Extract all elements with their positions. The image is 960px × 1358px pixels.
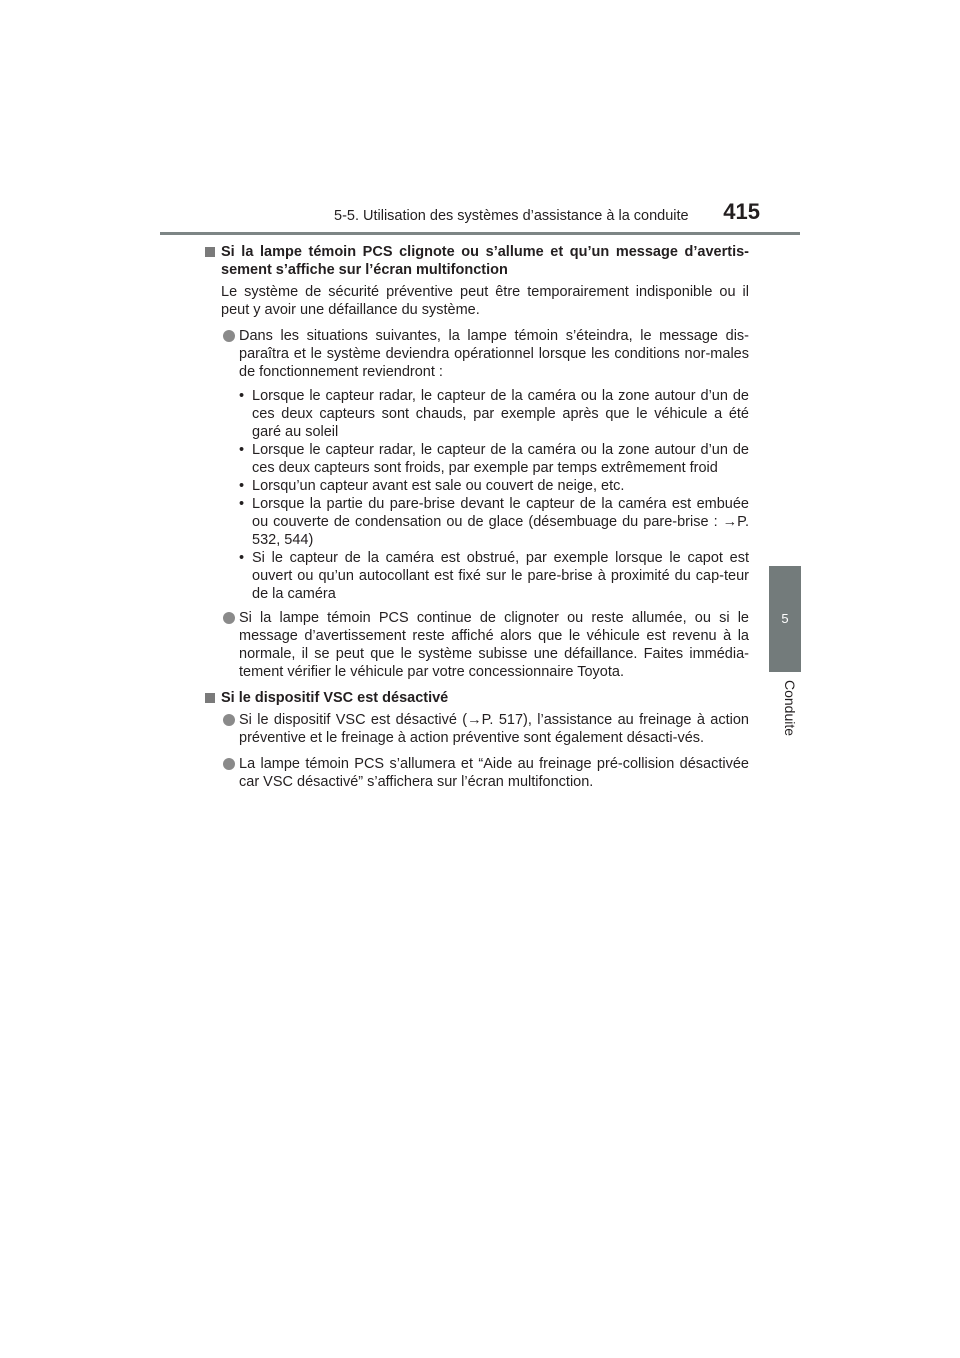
condition-text: Lorsque la partie du pare-brise devant le capteur de la caméra est embuée ou couverte de condensation ou de glace (désembuage du pare-brise : →P. 532, 544) [252, 496, 749, 548]
condition-item [239, 477, 749, 495]
page-number: 415 [723, 199, 760, 224]
bullet-mark: • [239, 442, 245, 458]
page-header [0, 0, 960, 240]
section-heading-text: Si la lampe témoin PCS clignote ou s’allume et qu’un message d’avertis-sement s’affiche sur l’écran multifonction [221, 244, 749, 278]
section-intro: Le système de sécurité préventive peut être temporairement indisponible ou il peut y avoir une défaillance du système. [221, 284, 749, 318]
list-item-text: Si le dispositif VSC est désactivé (→P. 517), l’assistance au freinage à action préventive et le freinage à action préventive sont également désacti-vés. [239, 712, 749, 746]
section-heading-text: Si le dispositif VSC est désactivé [221, 690, 449, 706]
page-content [205, 243, 749, 799]
list-item-text: Si la lampe témoin PCS continue de clignoter ou reste allumée, ou si le message d’avertissement reste affiché alors que le véhicule est revenu à la normale, il se peut que le système subisse une défaillance. Faites immédia-tement vérifier le véhicule par votre concessionnaire Toyota. [239, 610, 749, 680]
list-item-text: La lampe témoin PCS s’allumera et “Aide au freinage pré-collision désactivée car VSC désactivé” s’affichera sur l’écran multifonction. [239, 756, 749, 790]
section-heading [205, 243, 749, 279]
square-bullet-icon [205, 247, 215, 257]
list-item-text: Dans les situations suivantes, la lampe témoin s’éteindra, le message dis-paraîtra et le système deviendra opérationnel lorsque les conditions nor-males de fonctionnement reviendront : [239, 328, 749, 380]
list-item [205, 755, 749, 791]
condition-item [239, 441, 749, 477]
bullet-mark: • [239, 496, 245, 512]
section-title: 5-5. Utilisation des systèmes d’assistance à la conduite [334, 208, 689, 224]
circle-bullet-icon [223, 330, 235, 342]
bullet-mark: • [239, 478, 245, 494]
bullet-mark: • [239, 388, 245, 404]
condition-text: Lorsque le capteur radar, le capteur de la caméra ou la zone autour d’un de ces deux capteurs sont froids, par exemple par temps extrêmement froid [252, 442, 749, 476]
header-rule [160, 232, 800, 235]
condition-text: Si le capteur de la caméra est obstrué, par exemple lorsque le capot est ouvert ou qu’un autocollant est fixé sur le pare-brise à proximité du cap-teur de la caméra [252, 550, 749, 602]
condition-list [239, 387, 749, 603]
condition-item [239, 387, 749, 441]
list-item [205, 711, 749, 747]
condition-text: Lorsque le capteur radar, le capteur de la caméra ou la zone autour d’un de ces deux capteurs sont chauds, par exemple après que le véhicule a été garé au soleil [252, 388, 749, 440]
chapter-tab: 5 [769, 566, 801, 672]
chapter-label: Conduite [782, 680, 798, 737]
list-item [205, 327, 749, 381]
condition-item [239, 495, 749, 549]
bullet-mark: • [239, 550, 245, 566]
list-item [205, 609, 749, 681]
condition-item [239, 549, 749, 603]
condition-text: Lorsqu’un capteur avant est sale ou couvert de neige, etc. [252, 478, 625, 494]
circle-bullet-icon [223, 758, 235, 770]
section-heading [205, 689, 749, 707]
square-bullet-icon [205, 693, 215, 703]
circle-bullet-icon [223, 612, 235, 624]
circle-bullet-icon [223, 714, 235, 726]
